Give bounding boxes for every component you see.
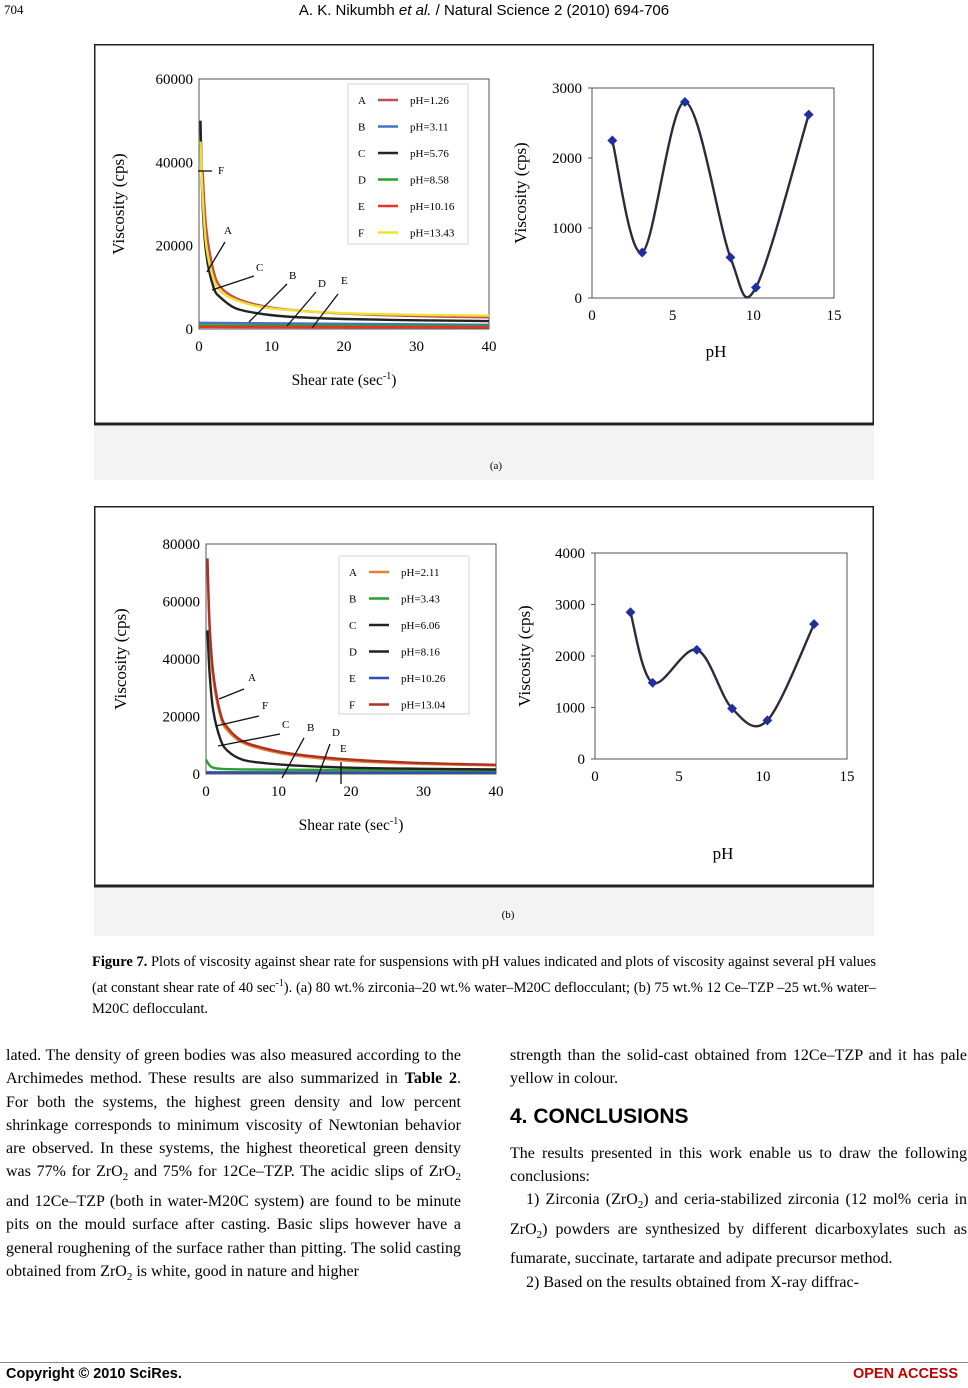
text-run: . For both the systems, the highest green density and low percent shrinkage corresponds to minimum viscosity of Newtonian behavior are observed. In these systems, the highest theoretical green density was 77% for ZrO — [6, 1070, 461, 1181]
y-tick-label: 3000 — [552, 81, 582, 97]
curve-annotation: B — [289, 270, 297, 282]
right-paragraph-1: strength than the solid-cast obtained from 12Ce–TZP and it has pale yellow in colour. — [510, 1047, 967, 1088]
y-tick-label: 20000 — [155, 238, 193, 255]
figure-panel-b — [94, 506, 874, 936]
y-tick-label: 1000 — [552, 221, 582, 237]
legend-entry: pH=2.11 — [401, 567, 440, 579]
text-run: 1) Zirconia (ZrO — [526, 1191, 638, 1209]
y-tick-label: 60000 — [162, 594, 200, 611]
legend-key: F — [358, 227, 365, 240]
footer-open-access: OPEN ACCESS — [852, 1366, 958, 1382]
y-axis-label: Viscosity (cps) — [511, 142, 530, 244]
x-tick-label: 40 — [481, 339, 497, 355]
figure-panel-a — [94, 44, 874, 480]
x-tick-label: 0 — [202, 784, 210, 800]
figure-panel-a-svg — [94, 44, 874, 480]
subscript: 2 — [536, 1229, 543, 1242]
legend-entry: pH=13.04 — [401, 699, 446, 712]
right-paragraph-2: The results presented in this work enable us to draw the following conclusions: — [510, 1144, 967, 1186]
caption-text-2: ). (a) 80 wt.% zirconia–20 wt.% water–M20C deflocculant; (b) 75 wt.% 12 Ce–TZP –25 wt.% water–M20C deflocculant. — [92, 979, 876, 1017]
y-tick-label: 3000 — [555, 597, 585, 614]
legend-key: A — [349, 567, 357, 579]
y-tick-label: 0 — [574, 291, 582, 307]
caption-text-1: Plots of viscosity against shear rate for suspensions with pH values indicated and plots of viscosity against several pH values (at constant shear rate of 40 sec — [92, 954, 876, 996]
x-tick-label: 30 — [409, 339, 424, 355]
y-tick-label: 60000 — [155, 72, 193, 88]
y-tick-label: 40000 — [155, 155, 193, 172]
x-tick-label: 40 — [488, 784, 504, 800]
caption-sup: -1 — [275, 978, 284, 989]
y-axis-label: Viscosity (cps) — [515, 605, 534, 707]
curve-annotation: C — [256, 262, 264, 274]
x-axis-label: Shear rate $(\sec^{-1})$ — [298, 816, 404, 834]
x-tick-label: 20 — [336, 339, 352, 355]
text-run: ) and ceria-stabilized zirconia (12 mol% ceria in ZrO — [510, 1191, 967, 1238]
legend-key: C — [349, 620, 357, 632]
text-run: and 12Ce–TZP (both in water-M20C system) are found to be minute pits on the mould surface after casting. Basic slips however have a general roughening of the surface rather than pitting. The solid casting obtained from ZrO — [6, 1192, 461, 1280]
subscript: 2 — [122, 1171, 129, 1184]
x-tick-label: 0 — [195, 339, 203, 355]
legend-entry: pH=13.43 — [410, 227, 455, 240]
plot-area — [595, 553, 847, 759]
caption-label: Figure 7. — [92, 954, 148, 970]
running-title — [0, 2, 968, 19]
legend-box — [339, 556, 469, 714]
y-tick-label: 4000 — [555, 546, 585, 562]
legend-entry: pH=3.43 — [401, 593, 440, 606]
y-tick-label: 0 — [185, 322, 193, 338]
running-title-etal: et al. — [398, 2, 432, 19]
subscript: 2 — [126, 1271, 133, 1284]
legend-entry: pH=8.58 — [410, 174, 449, 187]
y-tick-label: 2000 — [552, 151, 582, 167]
subscript: 2 — [637, 1199, 644, 1212]
y-tick-label: 20000 — [162, 709, 200, 726]
panel-b-label: (b) — [501, 909, 515, 921]
legend-entry: pH=6.06 — [401, 620, 440, 632]
table-ref: Table 2 — [404, 1070, 457, 1088]
legend-entry: pH=8.16 — [401, 646, 440, 659]
text-run: and 75% for 12Ce–TZP. The acidic slips of ZrO — [128, 1163, 456, 1181]
legend-key: C — [358, 148, 366, 160]
legend-key: D — [358, 174, 366, 187]
y-axis-label: Viscosity (cps) — [109, 153, 128, 255]
footer-copyright: Copyright © 2010 SciRes. — [6, 1366, 182, 1382]
x-tick-label: 10 — [264, 339, 279, 355]
x-tick-label: 0 — [591, 769, 599, 785]
x-tick-label: 15 — [839, 769, 855, 785]
y-tick-label: 1000 — [555, 700, 585, 717]
y-tick-label: 40000 — [162, 652, 200, 668]
x-tick-label: 5 — [668, 308, 677, 324]
y-tick-label: 80000 — [162, 537, 200, 553]
legend-entry: pH=10.16 — [410, 201, 455, 213]
footer-rule — [0, 1362, 968, 1363]
x-axis-label: pH — [712, 844, 734, 863]
curve-annotation: D — [332, 727, 340, 739]
legend-key: F — [349, 699, 356, 712]
legend-box — [348, 84, 468, 244]
legend-key: D — [349, 646, 357, 659]
legend-key: B — [358, 121, 366, 134]
curve-annotation: F — [262, 700, 269, 712]
curve-annotation: E — [340, 743, 347, 755]
legend-key: E — [349, 673, 356, 685]
curve-annotation: F — [218, 165, 225, 177]
x-axis-label: pH — [705, 342, 727, 361]
legend-entry: pH=10.26 — [401, 673, 446, 685]
curve-annotation: B — [307, 722, 315, 734]
x-tick-label: 15 — [826, 308, 842, 324]
x-tick-label: 0 — [588, 308, 596, 324]
text-run: ) powders are synthesized by different dicarboxylates such as fumarate, succinate, tartarate and adipate precursor method. — [510, 1220, 967, 1268]
legend-key: B — [349, 593, 357, 606]
legend-entry: pH=5.76 — [410, 148, 449, 160]
body-right-column — [510, 1044, 967, 1294]
x-tick-label: 30 — [416, 784, 431, 800]
y-axis-label: Viscosity (cps) — [111, 608, 130, 710]
legend-entry: pH=1.26 — [410, 95, 449, 107]
panel-a-label: (a) — [489, 460, 503, 472]
y-tick-label: 2000 — [555, 649, 585, 665]
y-tick-label: 0 — [192, 767, 200, 783]
running-title-journal: / Natural Science 2 (2010) 694-706 — [431, 2, 670, 19]
page-number: 704 — [4, 2, 24, 17]
section-heading: 4. CONCLUSIONS — [510, 1104, 689, 1128]
x-tick-label: 10 — [271, 784, 286, 800]
body-left-column — [6, 1044, 461, 1289]
legend-entry: pH=3.11 — [410, 121, 449, 134]
text-run: is white, good in nature and higher — [132, 1262, 359, 1280]
legend-key: E — [358, 201, 365, 213]
plot-area — [592, 88, 834, 298]
x-tick-label: 5 — [675, 769, 683, 785]
curve-annotation: C — [282, 719, 290, 731]
right-paragraph-4: 2) Based on the results obtained from X-ray diffrac- — [526, 1273, 859, 1291]
left-paragraph — [6, 1044, 461, 1289]
text-run: lated. The density of green bodies was also measured according to the Archimedes method. These results are also summarized in — [6, 1047, 461, 1088]
curve-annotation: A — [224, 225, 232, 237]
right-paragraph-3 — [510, 1188, 967, 1270]
y-tick-label: 0 — [577, 752, 585, 768]
curve-annotation: A — [248, 672, 256, 684]
x-tick-label: 10 — [755, 769, 771, 785]
x-axis-label: Shear rate $(\sec^{-1})$ — [291, 371, 397, 389]
figure-panel-b-svg — [94, 506, 874, 936]
x-tick-label: 20 — [343, 784, 359, 800]
legend-key: A — [358, 95, 366, 107]
curve-annotation: D — [318, 278, 326, 290]
running-title-authors: A. K. Nikumbh — [298, 2, 399, 19]
x-tick-label: 10 — [745, 308, 761, 324]
subscript: 2 — [455, 1171, 461, 1184]
curve-annotation: E — [341, 275, 348, 287]
figure-caption — [92, 952, 876, 1020]
